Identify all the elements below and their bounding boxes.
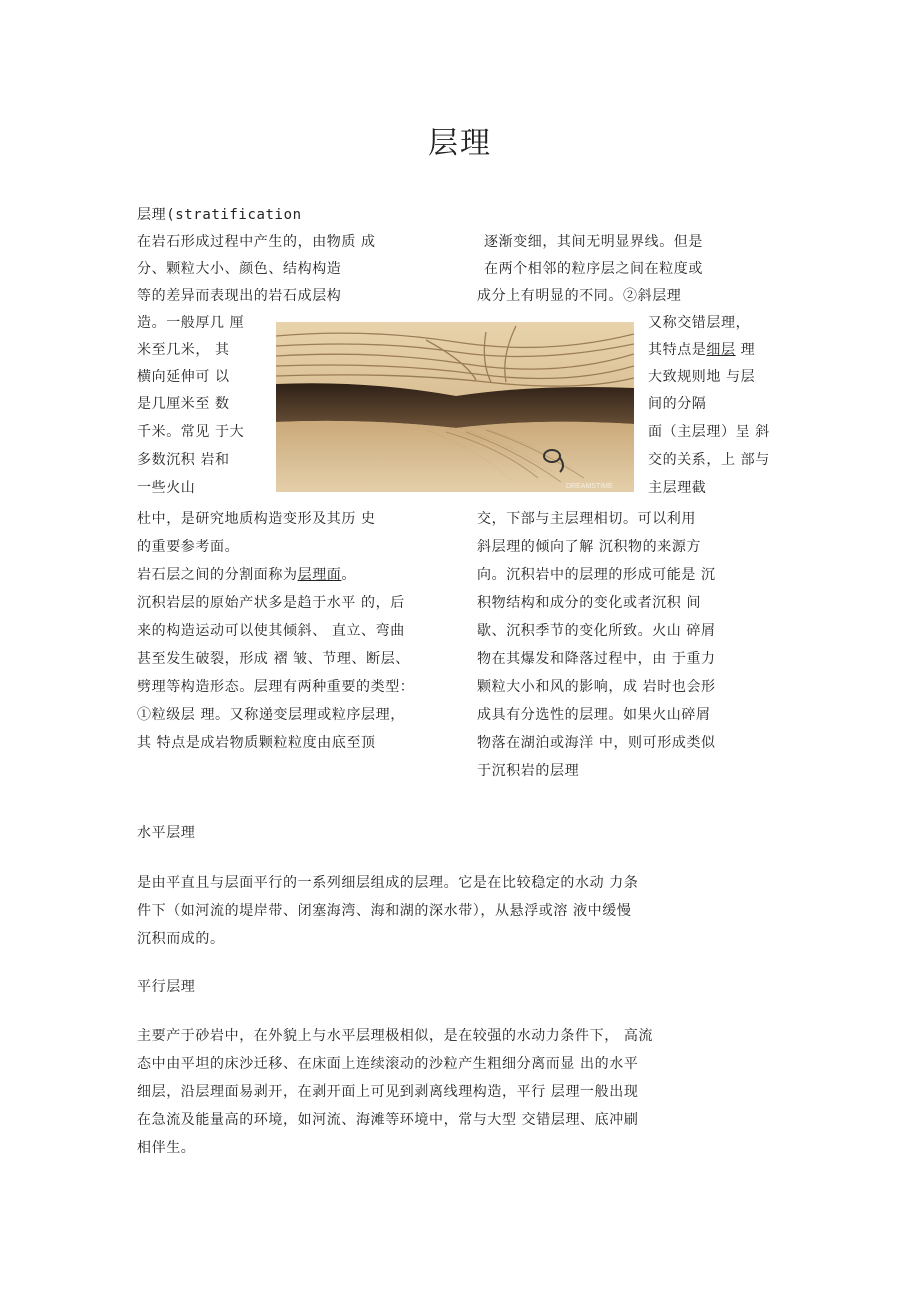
left-text-line: 等的差异而表现出的岩石成层构 <box>137 288 342 304</box>
parallel-bedding-heading: 平行层理 <box>137 979 196 995</box>
left-text-line: 米至几米， 其 <box>137 342 230 358</box>
stratification-rock-photo <box>276 322 634 492</box>
right-text-line: 于沉积岩的层理 <box>477 763 580 779</box>
surface-text: 。 <box>341 567 357 583</box>
left-text-line: 的重要参考面。 <box>137 539 240 555</box>
horizontal-bedding-heading: 水平层理 <box>137 825 196 841</box>
parallel-bedding-line: 在急流及能量高的环境，如河流、海滩等环境中，常与大型 交错层理、底冲刷 <box>137 1112 639 1128</box>
left-text-line: 其 特点是成岩物质颗粒粒度由底至顶 <box>137 735 376 751</box>
left-text-line: 一些火山 <box>137 480 196 496</box>
left-text-line: 劈理等构造形态。层理有两种重要的类型： <box>137 679 415 695</box>
left-text-line: 甚至发生破裂，形成 褶 皱、节理、断层、 <box>137 651 410 667</box>
right-text-line: 逐渐变细，其间无明显界线。但是 <box>484 234 703 250</box>
right-text-line: 物落在湖泊或海洋 中，则可形成类似 <box>477 735 716 751</box>
right-text-line: 歇、沉积季节的变化所致。火山 碎屑 <box>477 623 716 639</box>
left-text-line: 杜中，是研究地质构造变形及其历 史 <box>137 511 376 527</box>
right-text-line: 主层理截 <box>648 480 707 496</box>
horizontal-bedding-line: 沉积而成的。 <box>137 931 225 947</box>
right-text-line: 物在其爆发和降落过程中，由 于重力 <box>477 651 716 667</box>
fine-layer-link[interactable]: 细层 <box>706 342 736 358</box>
right-text-line: 斜层理的倾向了解 沉积物的来源方 <box>477 539 702 555</box>
right-text-line: 交，下部与主层理相切。可以利用 <box>477 511 696 527</box>
left-text-line <box>137 566 356 584</box>
stratification-heading: 层理(stratification <box>137 207 302 223</box>
right-text-line: 在两个相邻的粒序层之间在粒度或 <box>484 261 703 277</box>
right-text-line: 大致规则地 与层 <box>648 369 756 385</box>
parallel-bedding-line: 细层，沿层理面易剥开，在剥开面上可见到剥离线理构造，平行 层理一般出现 <box>137 1084 639 1100</box>
right-text-line: 向。沉积岩中的层理的形成可能是 沉 <box>477 567 716 583</box>
horizontal-bedding-line: 是由平直且与层面平行的一系列细层组成的层理。它是在比较稳定的水动 力条 <box>137 875 639 891</box>
left-text-line: 千米。常见 于大 <box>137 424 245 440</box>
horizontal-bedding-line: 件下（如河流的堤岸带、闭塞海湾、海和湖的深水带），从悬浮或溶 液中缓慢 <box>137 903 632 919</box>
right-text-line: 成分上有明显的不同。②斜层理 <box>477 288 682 304</box>
parallel-bedding-line: 主要产于砂岩中，在外貌上与水平层理极相似，是在较强的水动力条件下， 高流 <box>137 1028 654 1044</box>
bedding-surface-link[interactable]: 层理面 <box>297 567 342 583</box>
right-text-line: 成具有分选性的层理。如果火山碎屑 <box>477 707 711 723</box>
right-text-line <box>648 341 755 359</box>
page-title: 层理 <box>428 126 492 161</box>
left-text-line: 造。一般厚几 厘 <box>137 315 245 331</box>
left-text-line: 横向延伸可 以 <box>137 369 230 385</box>
parallel-bedding-line: 态中由平坦的床沙迁移、在床面上连续滚动的沙粒产生粗细分离而显 出的水平 <box>137 1056 639 1072</box>
left-text-line: 在岩石形成过程中产生的，由物质 成 <box>137 234 376 250</box>
parallel-bedding-line: 相伴生。 <box>137 1140 196 1156</box>
fine-layer-text: 理 <box>735 342 756 358</box>
photo-watermark: DREAMSTIME <box>566 483 613 490</box>
left-text-line: 沉积岩层的原始产状多是趋于水平 的，后 <box>137 595 405 611</box>
surface-text: 岩石层之间的分割面称为 <box>137 567 298 583</box>
right-text-line: 又称交错层理， <box>648 315 751 331</box>
left-text-line: ①粒级层 理。又称递变层理或粒序层理， <box>137 707 405 723</box>
left-text-line: 多数沉积 岩和 <box>137 452 230 468</box>
right-text-line: 颗粒大小和风的影响，成 岩时也会形 <box>477 679 716 695</box>
left-text-line: 是几厘米至 数 <box>137 396 230 412</box>
right-text-line: 积物结构和成分的变化或者沉积 间 <box>477 595 702 611</box>
left-text-line: 分、颗粒大小、颜色、结构构造 <box>137 261 342 277</box>
right-text-line: 交的关系，上 部与 <box>648 452 770 468</box>
right-text-line: 面（主层理）呈 斜 <box>648 424 770 440</box>
left-text-line: 来的构造运动可以使其倾斜、 直立、弯曲 <box>137 623 405 639</box>
fine-layer-text: 其特点是 <box>648 342 707 358</box>
right-text-line: 间的分隔 <box>648 396 707 412</box>
